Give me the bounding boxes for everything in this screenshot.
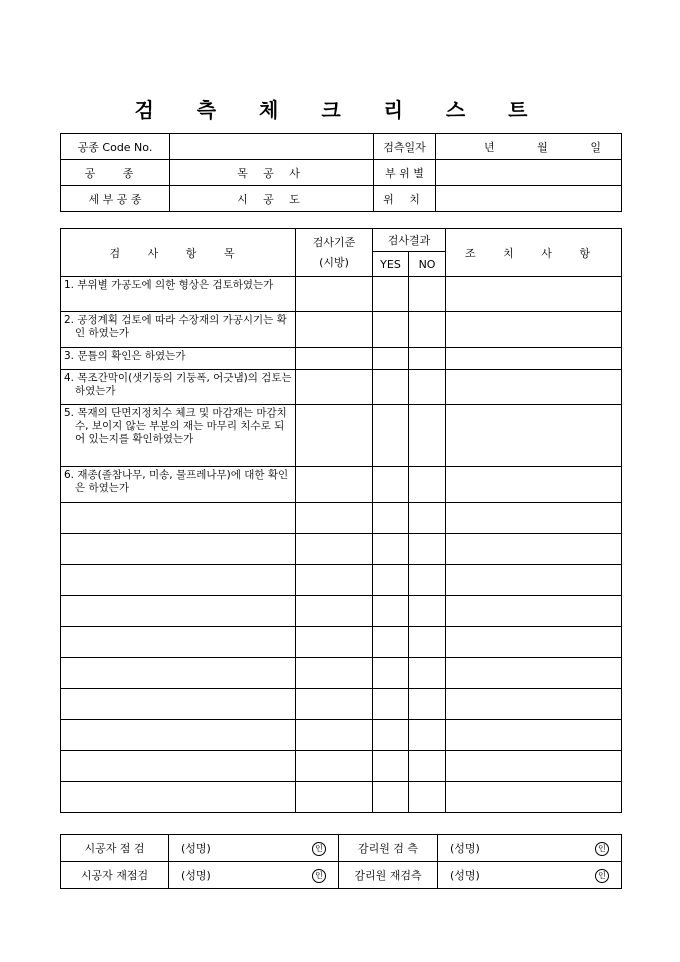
no-cell[interactable] bbox=[409, 503, 446, 534]
action-cell[interactable] bbox=[446, 348, 622, 370]
location-label: 위 치 bbox=[374, 186, 436, 212]
empty-row bbox=[61, 503, 622, 534]
date-year-label: 년 bbox=[484, 140, 495, 154]
checklist-row bbox=[61, 348, 622, 370]
no-cell[interactable] bbox=[409, 720, 446, 751]
yes-cell[interactable] bbox=[373, 370, 409, 405]
action-cell[interactable] bbox=[446, 627, 622, 658]
no-cell[interactable] bbox=[409, 348, 446, 370]
supervisor-inspect-seal bbox=[558, 835, 622, 862]
standard-cell[interactable] bbox=[296, 534, 373, 565]
yes-cell[interactable] bbox=[373, 503, 409, 534]
inspection-date-field[interactable] bbox=[436, 134, 622, 160]
checklist-row bbox=[61, 370, 622, 405]
contractor-reinspect-seal bbox=[279, 862, 339, 889]
empty-row bbox=[61, 720, 622, 751]
item-cell[interactable] bbox=[61, 596, 296, 627]
checklist-row bbox=[61, 277, 622, 312]
empty-row bbox=[61, 534, 622, 565]
part-label: 부 위 별 bbox=[374, 160, 436, 186]
no-cell[interactable] bbox=[409, 277, 446, 312]
item-cell[interactable] bbox=[61, 503, 296, 534]
yes-cell[interactable] bbox=[373, 720, 409, 751]
empty-row bbox=[61, 627, 622, 658]
standard-cell[interactable] bbox=[296, 751, 373, 782]
standard-cell[interactable] bbox=[296, 782, 373, 813]
col-header-yes: YES bbox=[373, 252, 409, 277]
action-cell[interactable] bbox=[446, 534, 622, 565]
work-code-field[interactable] bbox=[170, 134, 374, 160]
item-cell[interactable] bbox=[61, 658, 296, 689]
col-header-no: NO bbox=[409, 252, 446, 277]
standard-cell[interactable] bbox=[296, 565, 373, 596]
col-header-action: 조 치 사 항 bbox=[446, 229, 622, 277]
standard-sub-label: (시방) bbox=[319, 255, 349, 269]
item-cell[interactable] bbox=[61, 627, 296, 658]
col-header-result: 검사결과 bbox=[373, 229, 446, 252]
no-cell[interactable] bbox=[409, 782, 446, 813]
standard-cell[interactable] bbox=[296, 627, 373, 658]
standard-cell[interactable] bbox=[296, 720, 373, 751]
yes-cell[interactable] bbox=[373, 596, 409, 627]
checklist-item-text: 4. 목조간막이(샛기둥의 기둥폭, 어긋냄)의 검토는 하였는가 bbox=[61, 370, 296, 405]
checklist-item-text: 1. 부위별 가공도에 의한 형상은 검토하였는가 bbox=[61, 277, 296, 312]
action-cell[interactable] bbox=[446, 689, 622, 720]
yes-cell[interactable] bbox=[373, 277, 409, 312]
standard-cell[interactable] bbox=[296, 503, 373, 534]
action-cell[interactable] bbox=[446, 596, 622, 627]
seal-icon: 인 bbox=[312, 842, 326, 856]
col-header-standard bbox=[296, 229, 373, 277]
no-cell[interactable] bbox=[409, 751, 446, 782]
action-cell[interactable] bbox=[446, 370, 622, 405]
supervisor-reinspect-label: 감리원 재검측 bbox=[339, 862, 438, 889]
contractor-inspect-label: 시공자 점 검 bbox=[61, 835, 169, 862]
work-type-value[interactable]: 목 공 사 bbox=[170, 160, 374, 186]
no-cell[interactable] bbox=[409, 596, 446, 627]
no-cell[interactable] bbox=[409, 467, 446, 503]
no-cell[interactable] bbox=[409, 627, 446, 658]
action-cell[interactable] bbox=[446, 467, 622, 503]
item-cell[interactable] bbox=[61, 751, 296, 782]
standard-cell[interactable] bbox=[296, 348, 373, 370]
yes-cell[interactable] bbox=[373, 348, 409, 370]
contractor-inspect-name-field[interactable]: (성명) bbox=[169, 835, 279, 862]
no-cell[interactable] bbox=[409, 312, 446, 348]
yes-cell[interactable] bbox=[373, 467, 409, 503]
no-cell[interactable] bbox=[409, 370, 446, 405]
checklist-table bbox=[60, 228, 622, 813]
signature-table bbox=[60, 834, 622, 889]
no-cell[interactable] bbox=[409, 689, 446, 720]
checklist-row bbox=[61, 405, 622, 467]
action-cell[interactable] bbox=[446, 720, 622, 751]
no-cell[interactable] bbox=[409, 534, 446, 565]
item-cell[interactable] bbox=[61, 565, 296, 596]
location-field[interactable] bbox=[436, 186, 622, 212]
date-month-label: 월 bbox=[537, 140, 548, 154]
yes-cell[interactable] bbox=[373, 312, 409, 348]
yes-cell[interactable] bbox=[373, 782, 409, 813]
action-cell[interactable] bbox=[446, 405, 622, 467]
standard-cell[interactable] bbox=[296, 467, 373, 503]
date-day-label: 일 bbox=[590, 140, 601, 154]
action-cell[interactable] bbox=[446, 277, 622, 312]
work-type-label: 공 종 bbox=[61, 160, 170, 186]
yes-cell[interactable] bbox=[373, 689, 409, 720]
yes-cell[interactable] bbox=[373, 658, 409, 689]
empty-row bbox=[61, 689, 622, 720]
contractor-reinspect-label: 시공자 재점검 bbox=[61, 862, 169, 889]
checklist-item-text: 5. 목재의 단면지정치수 체크 및 마감재는 마감치수, 보이지 않는 부분의 재는 마무리 치수로 되어 있는지를 확인하였는가 bbox=[61, 405, 296, 467]
action-cell[interactable] bbox=[446, 782, 622, 813]
no-cell[interactable] bbox=[409, 658, 446, 689]
supervisor-reinspect-name-field[interactable]: (성명) bbox=[438, 862, 558, 889]
standard-cell[interactable] bbox=[296, 596, 373, 627]
item-cell[interactable] bbox=[61, 689, 296, 720]
part-field[interactable] bbox=[436, 160, 622, 186]
no-cell[interactable] bbox=[409, 405, 446, 467]
item-cell[interactable] bbox=[61, 720, 296, 751]
empty-row bbox=[61, 782, 622, 813]
supervisor-inspect-label: 감리원 검 측 bbox=[339, 835, 438, 862]
item-cell[interactable] bbox=[61, 782, 296, 813]
checklist-item-text: 2. 공정계획 검토에 따라 수장재의 가공시기는 확인 하였는가 bbox=[61, 312, 296, 348]
empty-row bbox=[61, 596, 622, 627]
work-code-label: 공종 Code No. bbox=[61, 134, 170, 160]
supervisor-reinspect-seal bbox=[558, 862, 622, 889]
standard-cell[interactable] bbox=[296, 312, 373, 348]
seal-icon: 인 bbox=[595, 842, 609, 856]
sub-work-value[interactable]: 시 공 도 bbox=[170, 186, 374, 212]
no-cell[interactable] bbox=[409, 565, 446, 596]
yes-cell[interactable] bbox=[373, 565, 409, 596]
action-cell[interactable] bbox=[446, 565, 622, 596]
yes-cell[interactable] bbox=[373, 627, 409, 658]
contractor-inspect-seal bbox=[279, 835, 339, 862]
yes-cell[interactable] bbox=[373, 534, 409, 565]
yes-cell[interactable] bbox=[373, 405, 409, 467]
standard-cell[interactable] bbox=[296, 405, 373, 467]
action-cell[interactable] bbox=[446, 658, 622, 689]
seal-icon: 인 bbox=[312, 869, 326, 883]
inspection-date-label: 검측일자 bbox=[374, 134, 436, 160]
yes-cell[interactable] bbox=[373, 751, 409, 782]
empty-row bbox=[61, 658, 622, 689]
checklist-row bbox=[61, 312, 622, 348]
checklist-row bbox=[61, 467, 622, 503]
supervisor-inspect-name-field[interactable]: (성명) bbox=[438, 835, 558, 862]
standard-cell[interactable] bbox=[296, 658, 373, 689]
header-table bbox=[60, 133, 622, 212]
standard-cell[interactable] bbox=[296, 277, 373, 312]
standard-label: 검사기준 bbox=[312, 235, 356, 249]
item-cell[interactable] bbox=[61, 534, 296, 565]
checklist-item-text: 6. 재종(졸참나무, 미송, 물프레나무)에 대한 확인은 하였는가 bbox=[61, 467, 296, 503]
standard-cell[interactable] bbox=[296, 689, 373, 720]
action-cell[interactable] bbox=[446, 312, 622, 348]
seal-icon: 인 bbox=[595, 869, 609, 883]
page-title: 검 측 체 크 리 스 트 bbox=[134, 98, 546, 122]
col-header-item: 검 사 항 목 bbox=[61, 229, 296, 277]
empty-row bbox=[61, 751, 622, 782]
sub-work-label: 세 부 공 종 bbox=[61, 186, 170, 212]
action-cell[interactable] bbox=[446, 751, 622, 782]
contractor-reinspect-name-field[interactable]: (성명) bbox=[169, 862, 279, 889]
standard-cell[interactable] bbox=[296, 370, 373, 405]
action-cell[interactable] bbox=[446, 503, 622, 534]
checklist-item-text: 3. 문틀의 확인은 하였는가 bbox=[61, 348, 296, 370]
empty-row bbox=[61, 565, 622, 596]
